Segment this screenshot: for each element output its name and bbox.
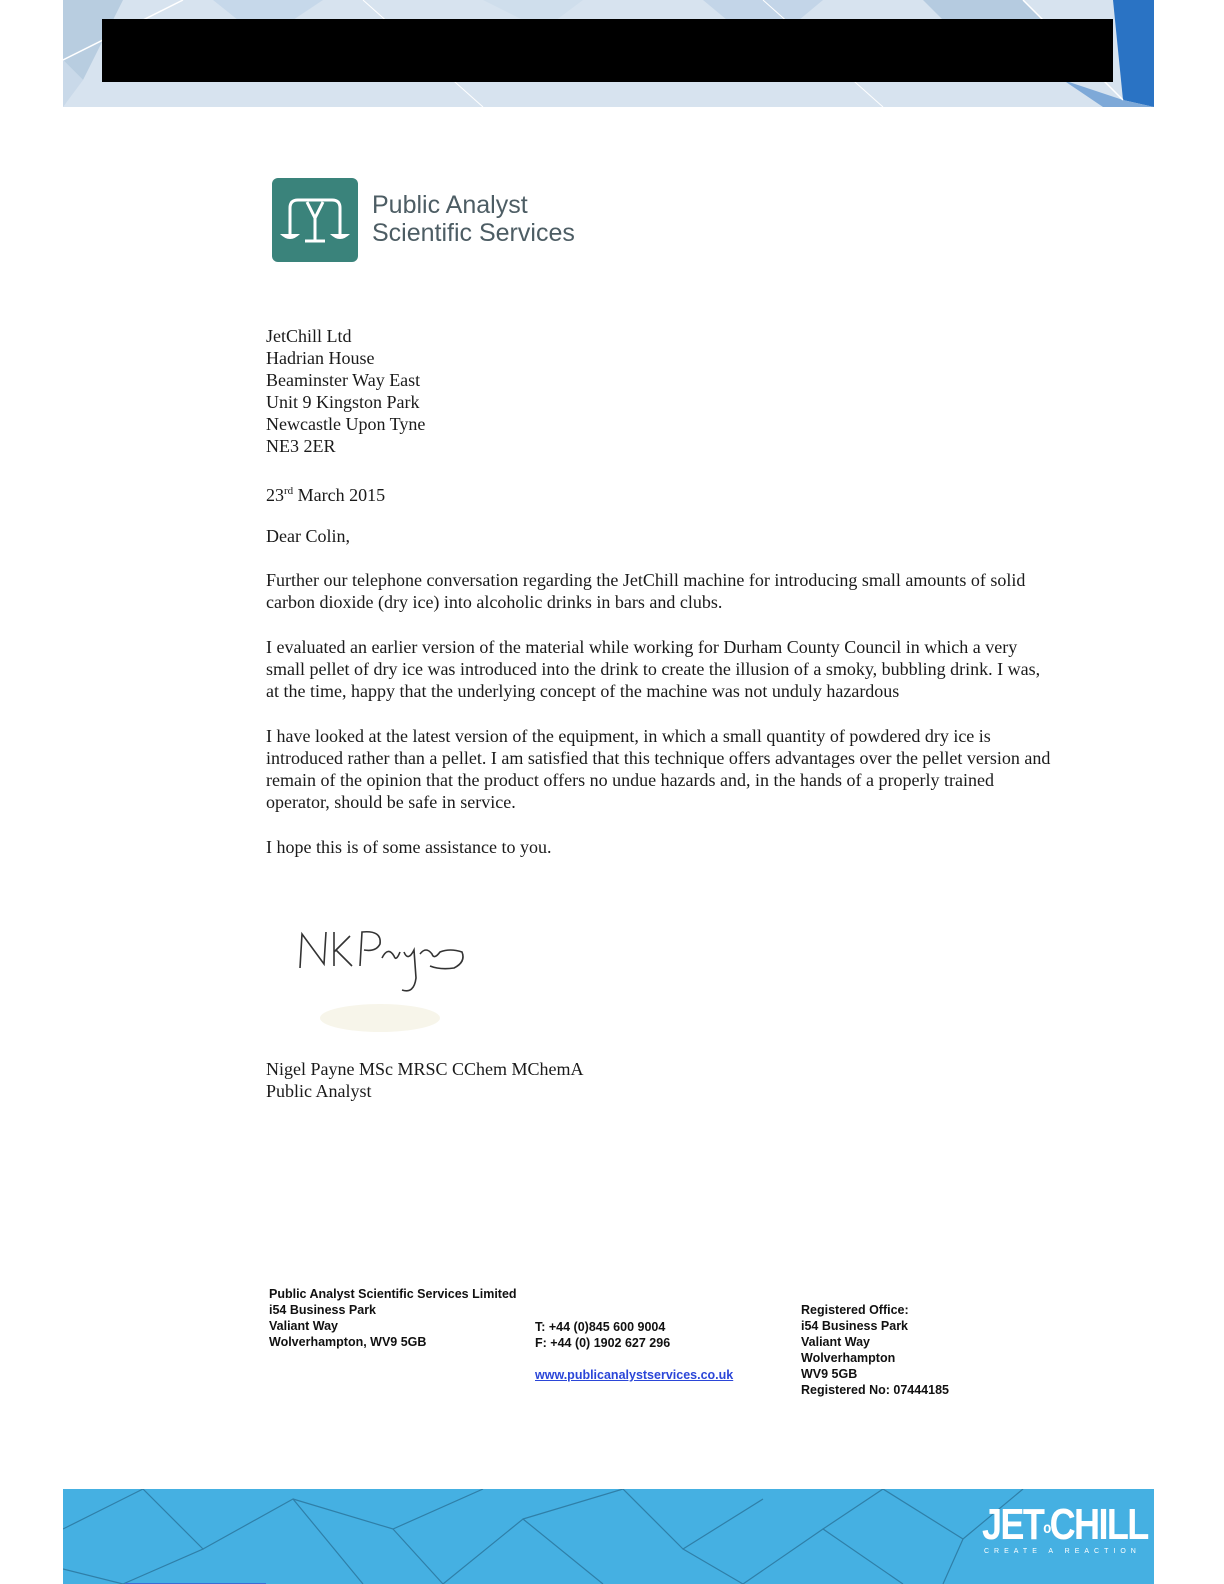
- footer-registered-office: [801, 1302, 949, 1398]
- letterhead-org-line2: Scientific Services: [372, 219, 575, 247]
- footer-fax: F: +44 (0) 1902 627 296: [535, 1336, 671, 1350]
- address-line: Hadrian House: [266, 348, 375, 368]
- signatory-title: Public Analyst: [266, 1081, 372, 1101]
- footer-contact: [535, 1319, 670, 1351]
- footer-phone: T: +44 (0)845 600 9004: [535, 1320, 666, 1334]
- registered-line: i54 Business Park: [801, 1319, 909, 1333]
- salutation: Dear Colin,: [266, 526, 350, 546]
- date-day: 23: [266, 485, 284, 505]
- scales-logo-icon: [272, 178, 358, 262]
- letter-date: [266, 480, 385, 506]
- registered-line: Valiant Way: [801, 1335, 871, 1349]
- footer-company-address: [269, 1286, 517, 1350]
- jetchill-logo: [982, 1500, 1148, 1564]
- body-paragraph-1: Further our telephone conversation regarding the JetChill machine for introducing small amounts of solid carbon dioxide (dry ice) into alcoholic drinks in bars and clubs.: [266, 570, 1026, 612]
- footer-company-name: Public Analyst Scientific Services Limited: [269, 1287, 517, 1301]
- registered-line: Registered Office:: [801, 1303, 909, 1317]
- body-paragraph-3: I have looked at the latest version of the equipment, in which a small quantity of powdered dry ice is introduced rather than a pellet. I am satisfied that this technique offers advantages over the pellet version and remain of the opinion that the product offers no undue hazards and, in the hands of a properly trained operator, should be safe in service.: [266, 726, 1051, 812]
- footer-address-line: Wolverhampton, WV9 5GB: [269, 1335, 427, 1349]
- registered-line: Registered No: 07444185: [801, 1383, 949, 1397]
- signatory-block: [266, 1058, 584, 1102]
- bottom-banner: [63, 1489, 1154, 1584]
- handwritten-signature: [290, 918, 480, 1038]
- address-line: Beaminster Way East: [266, 370, 421, 390]
- body-paragraph-4: I hope this is of some assistance to you.: [266, 837, 552, 857]
- registered-line: WV9 5GB: [801, 1367, 858, 1381]
- footer-website-link[interactable]: www.publicanalystservices.co.uk: [535, 1368, 734, 1382]
- date-suffix: rd: [284, 485, 294, 497]
- address-line: Newcastle Upon Tyne: [266, 414, 426, 434]
- footer-address-line: i54 Business Park: [269, 1303, 377, 1317]
- address-line: NE3 2ER: [266, 436, 336, 456]
- jetchill-wordmark: JET$^o$CHILL: [982, 1500, 1148, 1549]
- footer-address-line: Valiant Way: [269, 1319, 339, 1333]
- recipient-address: [266, 325, 425, 457]
- body-paragraph-2: I evaluated an earlier version of the material while working for Durham County Council in which a very small pellet of dry ice was introduced into the drink to create the illusion of a smoky, bubbling drink. I was, at the time, happy that the underlying concept of the machine was not unduly hazardous: [266, 637, 1041, 701]
- jetchill-tagline: CREATE A REACTION: [984, 1548, 1141, 1555]
- date-rest: March 2015: [293, 485, 386, 505]
- letterhead-org-name: [372, 191, 575, 247]
- header-black-bar: [102, 19, 1113, 82]
- signatory-name: Nigel Payne MSc MRSC CChem MChemA: [266, 1059, 584, 1079]
- registered-line: Wolverhampton: [801, 1351, 896, 1365]
- letterhead-org-line1: Public Analyst: [372, 191, 528, 219]
- address-line: JetChill Ltd: [266, 326, 352, 346]
- address-line: Unit 9 Kingston Park: [266, 392, 420, 412]
